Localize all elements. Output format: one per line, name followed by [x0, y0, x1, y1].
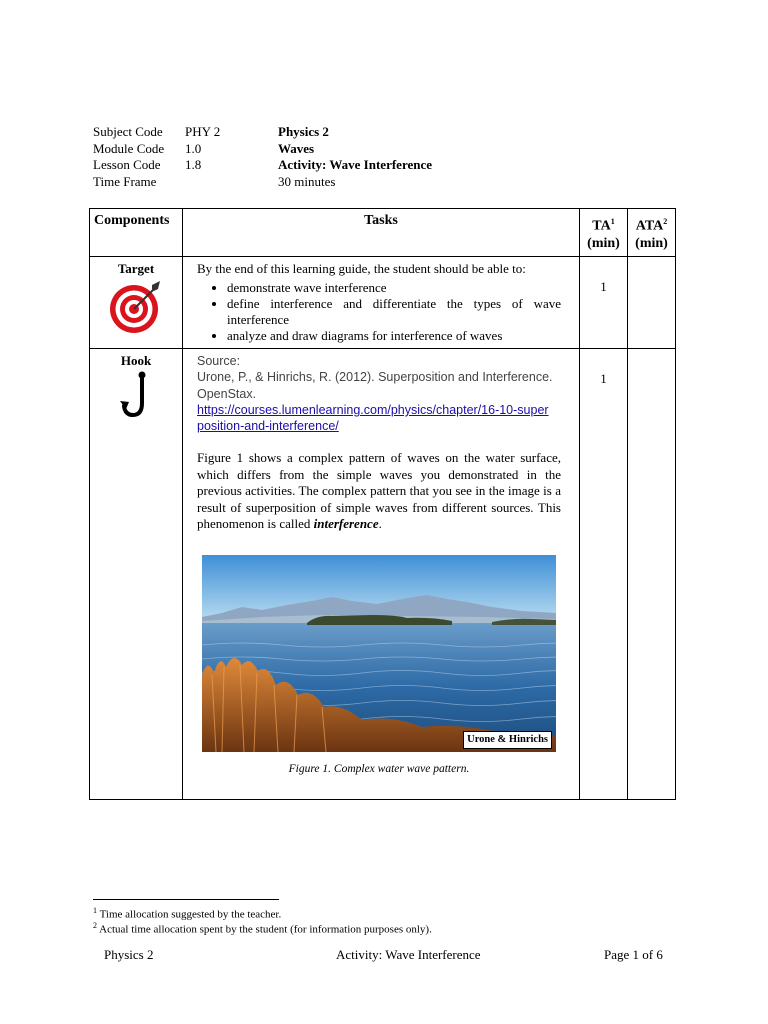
footnote-2-text: Actual time allocation spent by the student (for information purposes only).	[99, 923, 432, 936]
header-code: PHY 2	[185, 124, 221, 139]
footnote-1	[93, 906, 281, 921]
table-row-target	[90, 256, 676, 348]
header-label: Time Frame	[93, 173, 157, 189]
table-header-row	[90, 209, 676, 257]
ata-unit: (min)	[635, 235, 668, 251]
target-ta-value: 1	[580, 256, 628, 348]
target-tasks-cell	[183, 256, 580, 348]
target-icon	[108, 279, 164, 335]
ta-label: TA	[592, 218, 611, 234]
lake-photo-image	[202, 555, 556, 752]
hook-ta-value: 1	[580, 348, 628, 799]
ata-footnote-ref: 2	[663, 217, 668, 226]
list-item: • demonstrate wave interference	[227, 280, 561, 296]
header-value: 30 minutes	[278, 173, 336, 189]
hook-paragraph-text: Figure 1 shows a complex pattern of waves on the water surface, which differs from the simple waves you demonstrated in the previous activities. The complex pattern that you see in the image is a result of superposition of simple waves from different sources. This phenomenon is called	[197, 450, 561, 532]
header-value: Activity: Wave Interference	[278, 157, 433, 172]
fishhook-icon	[116, 371, 156, 421]
ata-label: ATA	[635, 218, 664, 234]
image-credit: Urone & Hinrichs	[463, 731, 552, 749]
header-label: Lesson Code	[93, 157, 161, 172]
hook-period: .	[378, 516, 382, 532]
source-link-line2[interactable]: position-and-interference/	[197, 419, 339, 434]
footer-subject: Physics 2	[104, 947, 154, 962]
lesson-table	[89, 208, 676, 800]
source-link[interactable]	[197, 402, 561, 434]
source-citation: Urone, P., & Hinrichs, R. (2012). Superposition and Interference. OpenStax.	[197, 370, 553, 401]
footnote-2-number: 2	[93, 921, 97, 930]
target-ata-value	[628, 256, 676, 348]
header-row-module	[93, 141, 432, 158]
ta-footnote-ref: 1	[610, 217, 615, 226]
figure-caption: Figure 1. Complex water wave pattern.	[288, 762, 470, 775]
source-link-line1[interactable]: https://courses.lumenlearning.com/physics/chapter/16-10-super	[197, 403, 549, 418]
list-item: • define interference and differentiate the types of wave interference	[227, 296, 561, 328]
hook-ata-value	[628, 348, 676, 799]
header-label: Module Code	[93, 140, 165, 156]
ta-unit: (min)	[587, 235, 620, 251]
header-code	[185, 174, 278, 191]
header-code: 1.0	[185, 140, 202, 156]
col-header-tasks: Tasks	[183, 209, 580, 257]
hook-tasks-cell	[183, 348, 580, 799]
header-row-lesson	[93, 157, 432, 174]
table-row-hook	[90, 348, 676, 799]
lake-photo	[202, 555, 556, 752]
footnote-2	[93, 921, 432, 936]
col-header-components: Components	[90, 209, 183, 257]
hook-label: Hook	[120, 352, 152, 368]
source-label: Source:	[197, 353, 241, 368]
header-row-timeframe	[93, 174, 432, 191]
target-intro: By the end of this learning guide, the student should be able to:	[197, 260, 526, 276]
hook-emphasis: interference	[313, 516, 379, 532]
header-row-subject	[93, 124, 432, 141]
target-label: Target	[117, 260, 155, 276]
hook-paragraph	[197, 450, 561, 533]
objectives-list	[197, 280, 561, 344]
target-component-cell	[90, 256, 183, 348]
col-header-ta	[580, 209, 628, 257]
header-value: Physics 2	[278, 124, 329, 139]
lesson-header	[93, 124, 432, 190]
header-code: 1.8	[185, 157, 202, 172]
footer-page-number: Page 1 of 6	[604, 947, 663, 962]
footer-activity: Activity: Wave Interference	[336, 947, 481, 962]
hook-component-cell	[90, 348, 183, 799]
header-value: Waves	[278, 140, 315, 156]
list-item: • analyze and draw diagrams for interference of waves	[227, 328, 561, 344]
footnote-1-number: 1	[93, 906, 97, 915]
header-label: Subject Code	[93, 124, 163, 139]
col-header-ata	[628, 209, 676, 257]
footnote-divider	[93, 899, 279, 900]
footnote-1-text: Time allocation suggested by the teacher.	[99, 908, 282, 921]
